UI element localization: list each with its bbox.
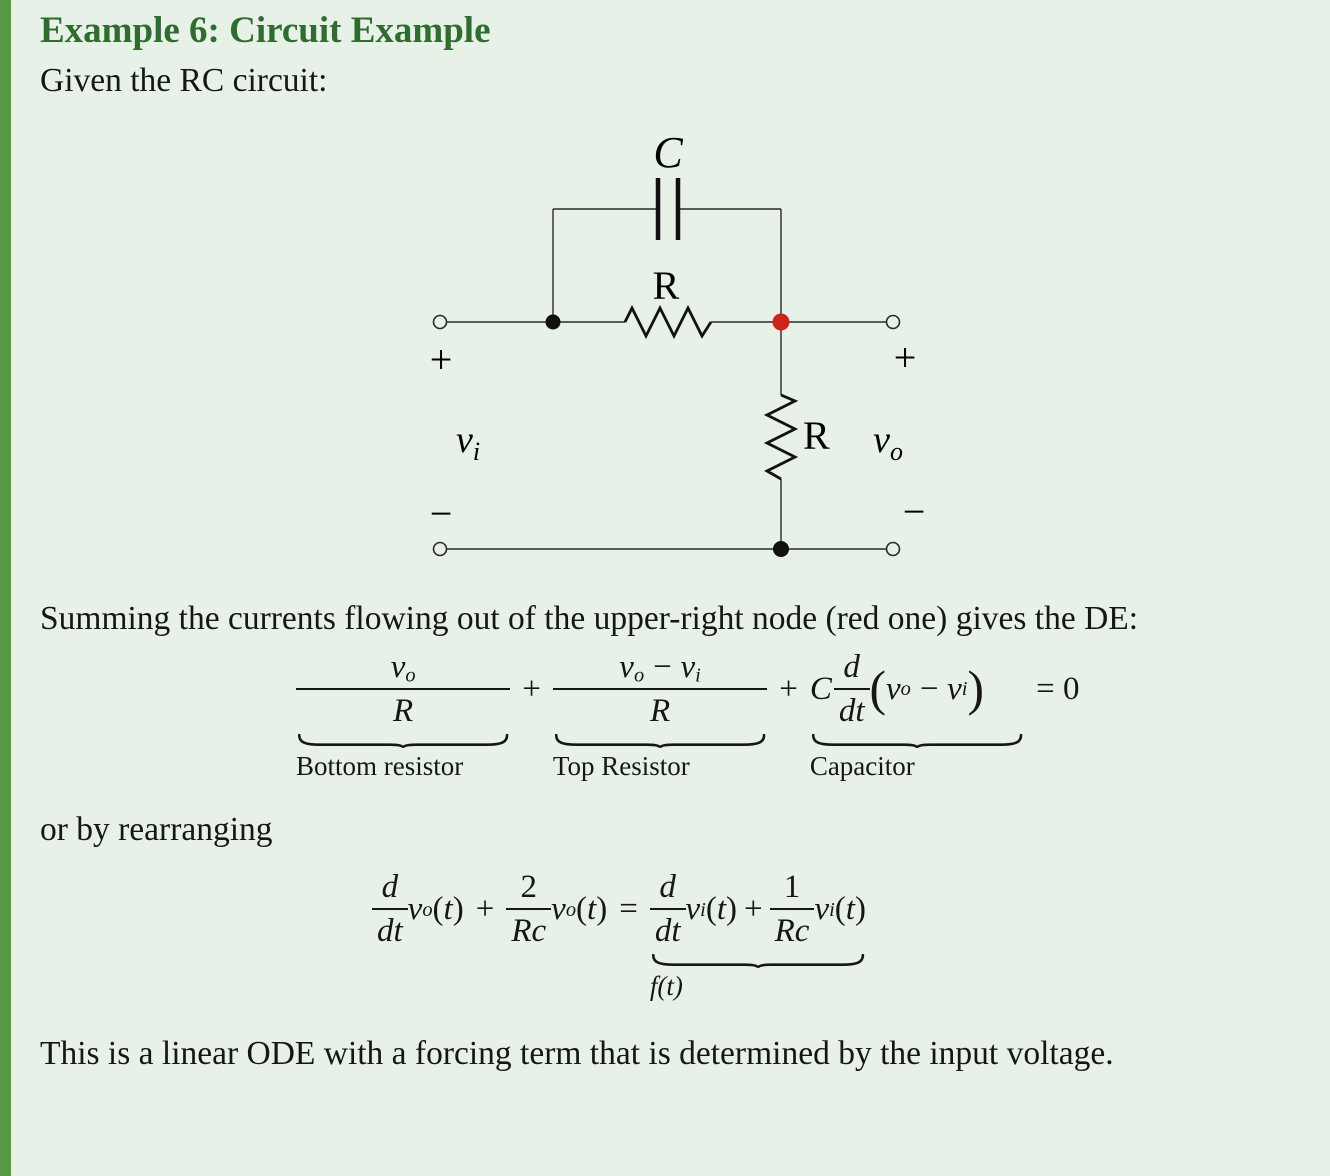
minus-operator: −: [917, 670, 941, 707]
bottom-resistor-term: [296, 648, 510, 782]
fraction-d-over-dt: [834, 648, 870, 731]
vin-base: v: [455, 419, 473, 462]
fraction-bar: [553, 688, 767, 690]
denominator-Rc: Rc: [774, 913, 810, 950]
underbrace-icon: [296, 734, 510, 749]
plus-operator: +: [522, 670, 541, 707]
d-numerator: d: [381, 869, 399, 906]
plus-operator: +: [744, 891, 763, 928]
fraction-d-over-dt: [650, 868, 686, 951]
capacitor-label-text: Capacitor: [809, 750, 915, 781]
vout-base: v: [873, 419, 890, 462]
fraction-bar: [506, 908, 551, 910]
vo-base: v: [885, 670, 901, 707]
vi-sub: i: [695, 664, 701, 687]
d-numerator: d: [843, 648, 860, 685]
vin-sub: i: [472, 437, 481, 467]
close-paren: ): [596, 891, 608, 928]
forcing-function-group: [650, 868, 866, 1002]
lhs-gain-term: $\frac{2}{Rc}$ v o ( t ): [506, 868, 607, 951]
vin-label: [456, 419, 480, 466]
open-paren: (: [432, 891, 444, 928]
vi-base: v: [685, 891, 701, 928]
vo-sub: o: [633, 664, 645, 687]
vout-sub: o: [889, 437, 903, 467]
open-paren: (: [869, 660, 886, 716]
fraction-1-over-Rc: [770, 868, 815, 951]
underbrace-icon: [553, 734, 767, 749]
summing-paragraph: Summing the currents flowing out of the upper-right node (red one) gives the DE:: [40, 600, 1139, 638]
underbrace-icon: [810, 734, 1024, 749]
shunt-resistor-label: R: [803, 413, 830, 459]
capacitance-symbol: C: [809, 670, 832, 707]
bottom-resistor-label: Bottom resistor: [296, 750, 464, 781]
rc-circuit-schematic: [418, 127, 938, 577]
open-paren: (: [705, 891, 717, 928]
plus-operator: +: [475, 891, 495, 928]
fraction-bar: [834, 688, 870, 690]
page-title: Example 6: Circuit Example: [40, 10, 491, 51]
conclusion-paragraph: This is a linear ODE with a forcing term that is determined by the input voltage.: [40, 1034, 1114, 1072]
time-var: t: [845, 891, 855, 928]
fraction-vo-minus-vi-over-R: [553, 648, 767, 731]
equals-sign: =: [619, 891, 638, 928]
minus-sign-left: −: [429, 491, 453, 537]
plus-operator: +: [779, 670, 798, 707]
output-terminal-bottom: [887, 543, 900, 556]
output-terminal-top: [887, 316, 900, 329]
fraction-2-over-Rc: [506, 868, 551, 951]
kcl-equation: [296, 648, 1306, 782]
vo-base: v: [551, 891, 566, 928]
plus-sign-right: +: [893, 335, 917, 381]
numerator-1: 1: [783, 869, 801, 906]
top-resistor-label: Top Resistor: [552, 750, 690, 781]
vi-base: v: [814, 891, 830, 928]
fraction-d-over-dt: [372, 868, 408, 951]
circuit-diagram: [418, 127, 938, 577]
vo-base: v: [390, 648, 406, 685]
forcing-function-label: f(t): [649, 971, 683, 1002]
d-numerator: d: [659, 869, 676, 906]
fraction-bar: [296, 688, 510, 690]
den-R: R: [649, 692, 671, 729]
denominator-Rc: Rc: [511, 913, 547, 950]
capacitor-term: [810, 648, 1024, 782]
vo-base: v: [407, 891, 423, 928]
series-resistor-symbol: [625, 308, 711, 336]
shunt-resistor-symbol: [767, 395, 795, 479]
ode-equation: [372, 868, 1306, 1002]
rhs-math: $\frac{d}{dt}$ v i ( t ) + $\frac{1}{Rc}$ v i ( t ): [650, 868, 866, 951]
top-resistor-term: [553, 648, 767, 782]
dt-denominator: dt: [654, 913, 681, 950]
plus-sign-left: +: [429, 337, 453, 383]
rearranging-text: or by rearranging: [40, 810, 273, 848]
fraction-bar: [650, 908, 686, 910]
vout-label: [873, 419, 903, 466]
close-paren: ): [726, 891, 738, 928]
lhs-derivative-term: $\frac{d}{dt}$ v o ( t ): [372, 868, 464, 951]
fraction-vo-over-R: [296, 648, 510, 731]
circuit-wires: [446, 209, 886, 549]
time-var: t: [716, 891, 727, 928]
time-var: t: [443, 891, 453, 928]
bottom-junction-node: [773, 541, 789, 557]
open-paren: (: [576, 891, 588, 928]
vo-base: v: [619, 648, 634, 685]
den-R: R: [393, 692, 414, 729]
input-terminal-top: [434, 316, 447, 329]
capacitor-symbol: [658, 178, 678, 240]
left-accent-bar: [0, 0, 11, 1176]
numerator-2: 2: [520, 869, 537, 906]
vi-base: v: [680, 648, 696, 685]
input-terminal-bottom: [434, 543, 447, 556]
capacitor-term-math: C $\frac{d}{dt}$ ( v o − v i ): [809, 648, 984, 729]
dt-denominator: dt: [377, 913, 403, 950]
equals-zero: = 0: [1036, 670, 1080, 707]
minus-operator: −: [651, 648, 674, 685]
fraction-bar: [770, 908, 815, 910]
open-paren: (: [834, 891, 846, 928]
capacitor-label: C: [653, 128, 683, 178]
left-junction-node: [546, 315, 561, 330]
underbrace-icon: [650, 954, 866, 969]
dt-denominator: dt: [838, 692, 865, 729]
close-paren: ): [452, 891, 464, 928]
intro-text: Given the RC circuit:: [40, 61, 328, 99]
red-node: [773, 314, 790, 331]
fraction-bar: [372, 908, 408, 910]
time-var: t: [587, 891, 597, 928]
vo-sub: o: [405, 664, 416, 687]
series-resistor-label: R: [652, 263, 680, 309]
vi-base: v: [947, 670, 962, 707]
close-paren: ): [854, 891, 866, 928]
close-paren: ): [967, 660, 984, 716]
minus-sign-right: −: [902, 489, 926, 535]
